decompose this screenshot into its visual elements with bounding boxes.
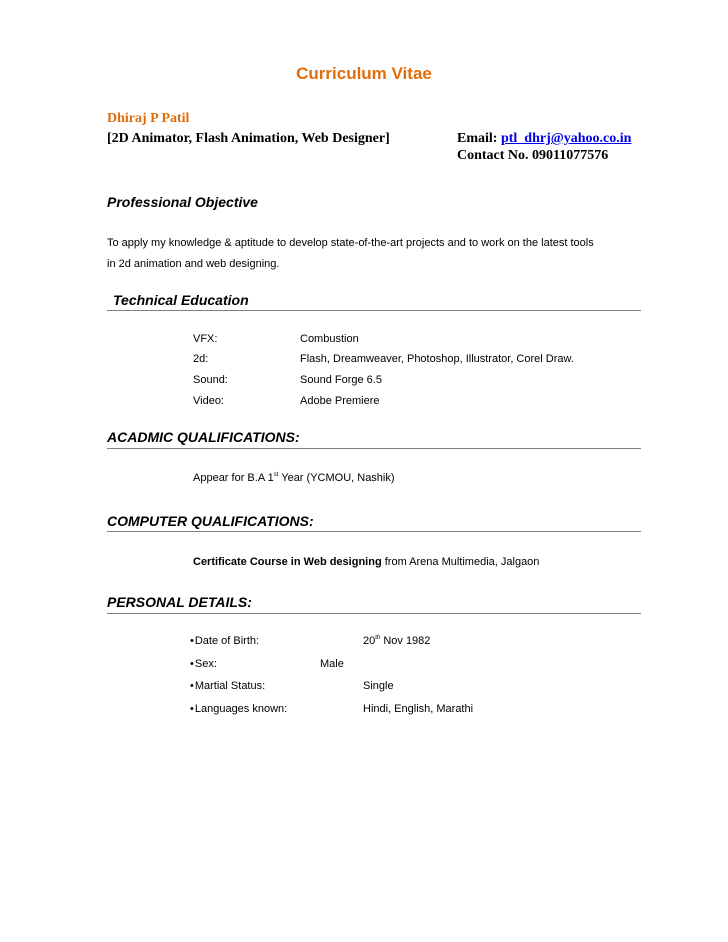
dob-day: 20 — [363, 635, 376, 647]
personal-languages-label — [190, 703, 287, 715]
tech-label-sound: Sound: — [193, 374, 228, 386]
computer-institute: from Arena Multimedia, Jalgaon — [381, 556, 540, 568]
contact-number: Contact No. 09011077576 — [457, 148, 609, 163]
personal-marital-value: Single — [363, 680, 394, 692]
computer-course: Certificate Course in Web designing — [193, 556, 382, 568]
academic-heading: ACADMIC QUALIFICATIONS: — [107, 429, 300, 445]
section-divider — [107, 613, 641, 614]
bullet-icon: • — [190, 680, 194, 692]
tech-label-video: Video: — [193, 395, 224, 407]
academic-entry — [193, 472, 395, 484]
languages-label-text: Languages known: — [194, 703, 288, 715]
academic-text-rest: Year (YCMOU, Nashik) — [278, 472, 395, 484]
email-label: Email: — [457, 131, 498, 146]
email-link[interactable]: ptl_dhrj@yahoo.co.in — [500, 131, 632, 146]
dob-ordinal: th — [375, 635, 381, 641]
objective-text-line-1: To apply my knowledge & aptitude to develop state-of-the-art projects and to work on the latest tools — [107, 237, 594, 249]
computer-heading: COMPUTER QUALIFICATIONS: — [107, 513, 314, 529]
sex-label-text: Sex: — [194, 658, 217, 670]
tech-label-2d: 2d: — [193, 353, 209, 365]
section-divider — [107, 531, 641, 532]
personal-sex-value: Male — [320, 658, 344, 670]
personal-marital-label — [190, 680, 265, 692]
section-divider — [107, 448, 641, 449]
bullet-icon: • — [190, 635, 194, 647]
tech-value-vfx: Combustion — [300, 333, 359, 345]
tech-label-vfx: VFX: — [193, 333, 218, 345]
tech-value-2d: Flash, Dreamweaver, Photoshop, Illustrator, Corel Draw. — [300, 353, 574, 365]
technical-education-heading: Technical Education — [113, 292, 249, 308]
computer-entry — [193, 556, 539, 568]
personal-dob-value — [363, 635, 430, 647]
tech-value-sound: Sound Forge 6.5 — [300, 374, 382, 386]
objective-text-line-2: in 2d animation and web designing. — [107, 258, 280, 270]
candidate-roles: [2D Animator, Flash Animation, Web Designer] — [107, 131, 390, 146]
personal-heading: PERSONAL DETAILS: — [107, 594, 252, 610]
personal-languages-value: Hindi, English, Marathi — [363, 703, 474, 715]
email-line — [457, 131, 631, 147]
academic-text: Appear for B.A 1 — [193, 472, 274, 484]
tech-value-video: Adobe Premiere — [300, 395, 380, 407]
personal-dob-label — [190, 635, 259, 647]
candidate-name: Dhiraj P Patil — [107, 111, 190, 126]
bullet-icon: • — [190, 658, 194, 670]
bullet-icon: • — [190, 703, 194, 715]
section-divider — [107, 310, 641, 311]
academic-ordinal: st — [273, 472, 279, 478]
objective-heading: Professional Objective — [107, 194, 258, 210]
document-title: Curriculum Vitae — [296, 64, 432, 83]
dob-month-year: Nov 1982 — [380, 635, 431, 647]
personal-sex-label — [190, 658, 217, 670]
marital-label-text: Martial Status: — [194, 680, 266, 692]
dob-label-text: Date of Birth: — [194, 635, 260, 647]
